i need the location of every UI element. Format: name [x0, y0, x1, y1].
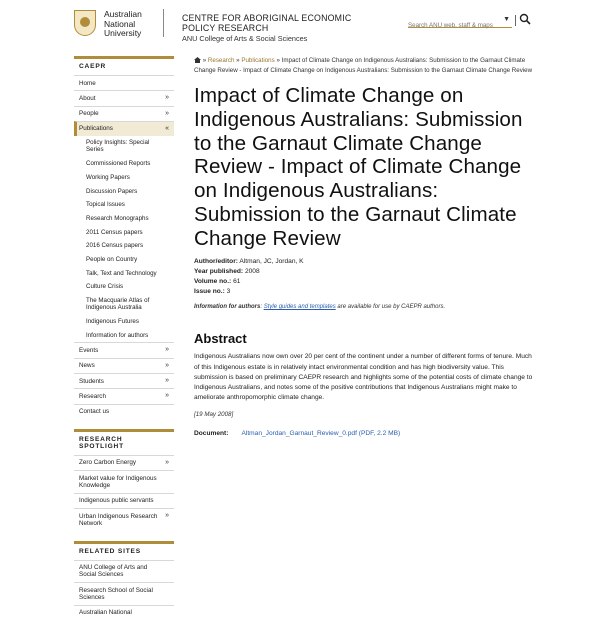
expand-arrow-icon[interactable]: » [165, 512, 169, 520]
anu-crest-icon [74, 10, 96, 36]
sidebar-item-research[interactable] [74, 388, 174, 403]
search-box [408, 14, 512, 28]
sidebar-item-label: People [79, 110, 99, 118]
sidebar-item-students[interactable] [74, 373, 174, 388]
breadcrumb-separator: » [236, 57, 240, 64]
related-item-anu[interactable] [74, 605, 174, 620]
breadcrumb-current: Impact of Climate Change on Indigenous Australians: Submission to the Garnaut Climate Change Review - Impact of Climate Change on Indigenous Australians: Submission to the Garnaut Climate Change Review [194, 57, 533, 74]
document-row [194, 430, 536, 437]
sidebar-item-publications[interactable] [74, 121, 174, 136]
anu-logo[interactable] [74, 10, 166, 38]
submenu-item[interactable]: Working Papers [86, 173, 130, 181]
spotlight-item-label: Urban Indigenous Research Network [79, 512, 158, 527]
meta-volume [194, 277, 536, 287]
submenu-item[interactable]: Indigenous Futures [86, 318, 139, 326]
document-label: Document: [194, 430, 229, 438]
search-scope-dropdown-icon[interactable]: ▼ [503, 16, 510, 23]
expand-arrow-icon[interactable]: » [165, 458, 169, 466]
meta-volume-label: Volume no.: [194, 277, 232, 285]
publication-meta [194, 257, 536, 298]
meta-author-value: Altman, JC, Jordan, K [239, 257, 304, 265]
college-name-link[interactable]: ANU College of Arts & Social Sciences [182, 34, 308, 43]
breadcrumb-separator: » [276, 57, 280, 64]
spotlight-item-public-servants[interactable] [74, 493, 174, 508]
sidebar-item-contact[interactable] [74, 404, 174, 419]
expand-arrow-icon[interactable]: » [165, 392, 169, 400]
info-label: Information for authors [194, 304, 261, 311]
expand-arrow-icon[interactable]: » [165, 346, 169, 354]
sidebar-item-label: Contact us [79, 408, 110, 416]
abstract-heading: Abstract [194, 331, 247, 347]
sidebar-item-news[interactable] [74, 358, 174, 373]
page-title: Impact of Climate Change on Indigenous Australians: Submission to the Garnaut Climate Change Review - Impact of Climate Change on Indigenous Australians: Submission to the Garnaut Climate Change Review [194, 84, 523, 250]
collapse-arrow-icon[interactable]: « [165, 124, 169, 132]
spotlight-item-label: Indigenous public servants [79, 497, 154, 505]
meta-year-label: Year published: [194, 267, 244, 275]
breadcrumb-separator: » [202, 57, 207, 64]
submenu-item[interactable]: Research Monographs [86, 214, 149, 222]
spotlight-item-urban-network[interactable] [74, 508, 174, 531]
submenu-item[interactable]: Commissioned Reports [86, 160, 151, 168]
research-spotlight-heading: RESEARCH SPOTLIGHT [74, 429, 174, 455]
sidebar-item-label: Events [79, 346, 99, 354]
spotlight-item-label: Market value for Indigenous Knowledge [79, 474, 157, 489]
related-item-rsss[interactable] [74, 582, 174, 605]
spotlight-item-market-value[interactable] [74, 470, 174, 493]
meta-issue-value: 3 [226, 288, 231, 296]
sidebar-item-label: About [79, 94, 96, 102]
info-for-authors [194, 304, 536, 310]
logo-line-1: Australian [104, 9, 142, 19]
related-item-label: Research School of Social Sciences [79, 586, 153, 602]
sidebar-nav [74, 56, 174, 620]
sidebar-item-home[interactable] [74, 75, 174, 90]
meta-issue-label: Issue no.: [194, 288, 225, 296]
sidebar-item-label: News [79, 362, 95, 370]
sidebar-item-label: Publications [79, 125, 113, 133]
info-colon: : [260, 304, 263, 311]
submenu-item[interactable]: Culture Crisis [86, 283, 124, 291]
submenu-item[interactable]: People on Country [86, 255, 138, 263]
meta-author-label: Author/editor: [194, 257, 238, 265]
related-item-college[interactable] [74, 560, 174, 583]
search-input[interactable] [408, 22, 500, 29]
sidebar-item-label: Research [79, 392, 106, 400]
search-icon[interactable] [519, 13, 531, 25]
submenu-item[interactable]: 2011 Census papers [86, 228, 143, 236]
logo-text [104, 10, 142, 39]
related-item-label: ANU College of Arts and Social Sciences [79, 564, 148, 579]
logo-line-3: University [104, 28, 142, 38]
expand-arrow-icon[interactable]: » [165, 94, 169, 102]
spotlight-item-zero-carbon[interactable] [74, 455, 174, 470]
home-icon[interactable] [194, 57, 201, 63]
search-separator [515, 15, 516, 26]
site-header [0, 0, 600, 46]
breadcrumb-publications[interactable]: Publications [241, 57, 275, 64]
sidebar-item-label: Students [79, 377, 104, 385]
meta-issue [194, 287, 536, 297]
submenu-item[interactable]: Discussion Papers [86, 187, 138, 195]
submenu-item[interactable]: Information for authors [86, 331, 149, 339]
document-link[interactable]: Altman_Jordan_Garnaut_Review_0.pdf (PDF, 2.2 MB) [241, 430, 401, 438]
centre-name-link[interactable]: CENTRE FOR ABORIGINAL ECONOMIC POLICY RESEARCH [182, 13, 352, 33]
style-guides-link[interactable]: Style guides and templates [263, 304, 336, 311]
meta-author [194, 257, 536, 267]
abstract-text: Indigenous Australians now own over 20 per cent of the continent under a number of different forms of tenure. Much of this Indigenous estate is in relatively intact environmental condition and has high biodiversity value. This submission is based on preliminary CAEPR research and highlights some of the potential costs of climate change to Indigenous Australians, and notes some of the positive contributions that Indigenous Australians might make to ameliorate anthropomorphic climate change. [194, 353, 533, 402]
submenu-item[interactable]: Policy Insights: Special Series [86, 139, 150, 154]
submenu-item[interactable]: Topical Issues [86, 201, 125, 209]
meta-year [194, 267, 536, 277]
publication-date: [19 May 2008] [194, 411, 234, 419]
meta-year-value: 2008 [244, 267, 260, 275]
meta-volume-value: 61 [233, 277, 241, 285]
submenu-item[interactable]: The Macquarie Atlas of Indigenous Australia [86, 297, 150, 312]
info-rest: are available for use by CAEPR authors. [337, 304, 446, 311]
sidebar-item-label: Home [79, 79, 96, 87]
research-spotlight-section [74, 429, 174, 531]
related-sites-section [74, 541, 174, 620]
expand-arrow-icon[interactable]: » [165, 361, 169, 369]
publications-submenu [74, 136, 174, 342]
submenu-item[interactable]: Talk, Text and Technology [86, 269, 157, 277]
spotlight-item-label: Zero Carbon Energy [79, 459, 137, 467]
sidebar-item-events[interactable] [74, 342, 174, 357]
submenu-item[interactable]: 2016 Census papers [86, 242, 144, 250]
expand-arrow-icon[interactable]: » [165, 109, 169, 117]
sidebar-item-about[interactable] [74, 90, 174, 105]
sidebar-item-people[interactable] [74, 106, 174, 121]
logo-line-2: National [104, 18, 136, 29]
expand-arrow-icon[interactable]: » [165, 377, 169, 384]
breadcrumb [194, 56, 536, 76]
breadcrumb-research[interactable]: Research [207, 57, 235, 64]
header-divider [163, 9, 164, 37]
related-sites-heading: RELATED SITES [74, 541, 174, 560]
main-content [194, 56, 536, 437]
related-item-label: Australian National [79, 609, 132, 617]
sidebar-heading-caepr: CAEPR [74, 56, 174, 75]
